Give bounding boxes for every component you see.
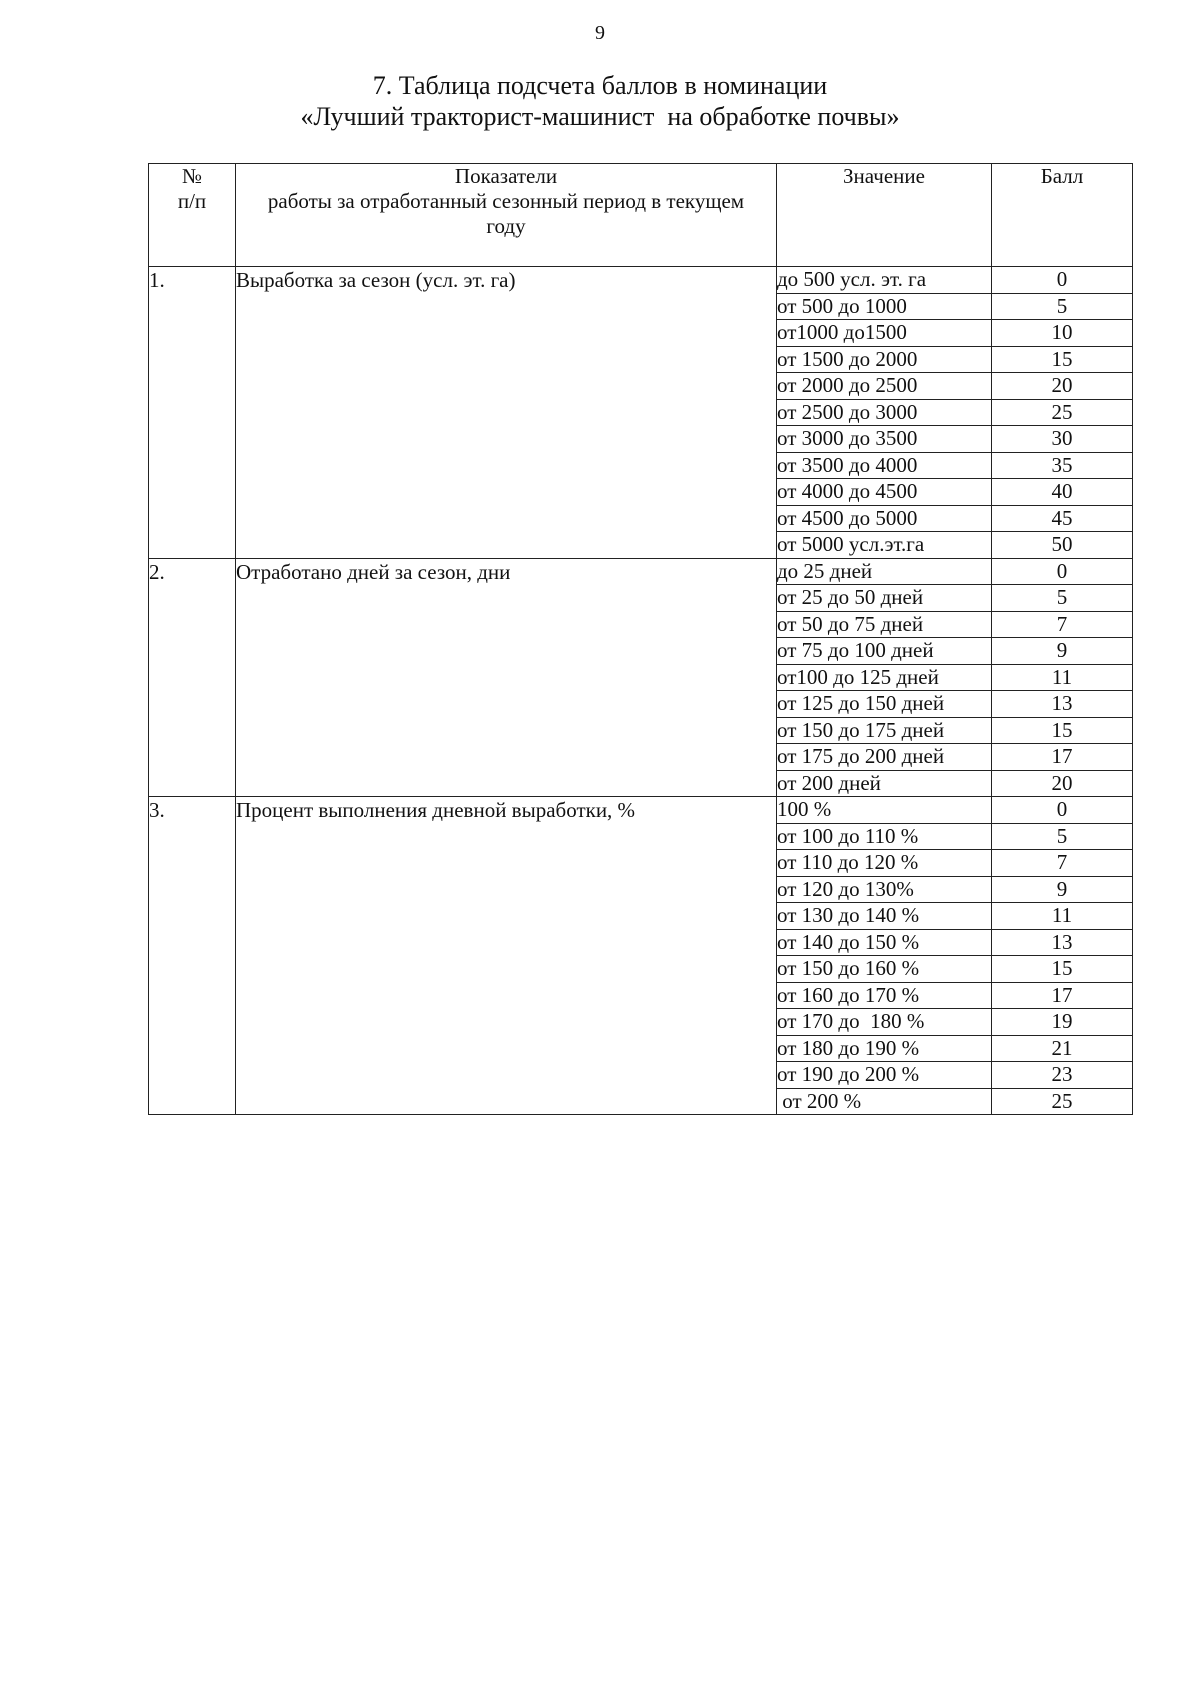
header-indicator bbox=[236, 164, 777, 267]
value-cell: от 2500 до 3000 bbox=[777, 399, 992, 426]
value-cell: от 110 до 120 % bbox=[777, 850, 992, 877]
points-cell: 15 bbox=[992, 956, 1133, 983]
row-number: 3. bbox=[149, 797, 236, 1115]
score-table bbox=[148, 163, 1133, 1115]
indicator-cell: Отработано дней за сезон, дни bbox=[236, 558, 777, 797]
table-header-row bbox=[149, 164, 1133, 267]
value-cell: от 100 до 110 % bbox=[777, 823, 992, 850]
value-cell: от 200 % bbox=[777, 1088, 992, 1115]
points-cell: 40 bbox=[992, 479, 1133, 506]
value-cell: от 150 до 160 % bbox=[777, 956, 992, 983]
table-row bbox=[149, 558, 1133, 585]
points-cell: 11 bbox=[992, 664, 1133, 691]
points-cell: 45 bbox=[992, 505, 1133, 532]
value-cell: от 4500 до 5000 bbox=[777, 505, 992, 532]
points-cell: 20 bbox=[992, 373, 1133, 400]
header-indicator-line-3: году bbox=[486, 214, 526, 238]
points-cell: 13 bbox=[992, 929, 1133, 956]
value-cell: от 120 до 130% bbox=[777, 876, 992, 903]
points-cell: 11 bbox=[992, 903, 1133, 930]
points-cell: 0 bbox=[992, 267, 1133, 294]
row-number: 2. bbox=[149, 558, 236, 797]
value-cell: от 4000 до 4500 bbox=[777, 479, 992, 506]
indicator-cell: Выработка за сезон (усл. эт. га) bbox=[236, 267, 777, 559]
points-cell: 9 bbox=[992, 638, 1133, 665]
points-cell: 50 bbox=[992, 532, 1133, 559]
value-cell: от 175 до 200 дней bbox=[777, 744, 992, 771]
points-cell: 7 bbox=[992, 850, 1133, 877]
value-cell: от 180 до 190 % bbox=[777, 1035, 992, 1062]
title-line-2: «Лучший тракторист-машинист на обработке почвы» bbox=[300, 102, 900, 131]
value-cell: от 50 до 75 дней bbox=[777, 611, 992, 638]
points-cell: 9 bbox=[992, 876, 1133, 903]
points-cell: 19 bbox=[992, 1009, 1133, 1036]
points-cell: 17 bbox=[992, 744, 1133, 771]
header-indicator-line-1: Показатели bbox=[454, 164, 558, 188]
value-cell: от 500 до 1000 bbox=[777, 293, 992, 320]
value-cell: от 160 до 170 % bbox=[777, 982, 992, 1009]
points-cell: 35 bbox=[992, 452, 1133, 479]
value-cell: от 170 до 180 % bbox=[777, 1009, 992, 1036]
table-row bbox=[149, 267, 1133, 294]
value-cell: от 1500 до 2000 bbox=[777, 346, 992, 373]
points-cell: 0 bbox=[992, 558, 1133, 585]
points-cell: 5 bbox=[992, 585, 1133, 612]
points-cell: 20 bbox=[992, 770, 1133, 797]
points-cell: 25 bbox=[992, 1088, 1133, 1115]
value-cell: от 5000 усл.эт.га bbox=[777, 532, 992, 559]
points-cell: 15 bbox=[992, 346, 1133, 373]
value-cell: от 125 до 150 дней bbox=[777, 691, 992, 718]
page-number: 9 bbox=[595, 22, 605, 44]
title-line-1: 7. Таблица подсчета баллов в номинации bbox=[372, 71, 828, 100]
header-indicator-line-2: работы за отработанный сезонный период в текущем bbox=[267, 189, 745, 213]
points-cell: 5 bbox=[992, 823, 1133, 850]
value-cell: от 75 до 100 дней bbox=[777, 638, 992, 665]
value-cell: от1000 до1500 bbox=[777, 320, 992, 347]
table-body bbox=[149, 267, 1133, 1115]
value-cell: от 130 до 140 % bbox=[777, 903, 992, 930]
points-cell: 17 bbox=[992, 982, 1133, 1009]
points-cell: 21 bbox=[992, 1035, 1133, 1062]
value-cell: до 25 дней bbox=[777, 558, 992, 585]
points-cell: 30 bbox=[992, 426, 1133, 453]
value-cell: до 500 усл. эт. га bbox=[777, 267, 992, 294]
points-cell: 13 bbox=[992, 691, 1133, 718]
value-cell: от 140 до 150 % bbox=[777, 929, 992, 956]
points-cell: 7 bbox=[992, 611, 1133, 638]
value-cell: от 3500 до 4000 bbox=[777, 452, 992, 479]
header-value: Значение bbox=[777, 164, 992, 267]
points-cell: 15 bbox=[992, 717, 1133, 744]
points-cell: 5 bbox=[992, 293, 1133, 320]
points-cell: 10 bbox=[992, 320, 1133, 347]
row-number: 1. bbox=[149, 267, 236, 559]
header-points: Балл bbox=[992, 164, 1133, 267]
value-cell: от 190 до 200 % bbox=[777, 1062, 992, 1089]
value-cell: от 25 до 50 дней bbox=[777, 585, 992, 612]
header-num bbox=[149, 164, 236, 267]
value-cell: от 150 до 175 дней bbox=[777, 717, 992, 744]
value-cell: от 200 дней bbox=[777, 770, 992, 797]
value-cell: от 3000 до 3500 bbox=[777, 426, 992, 453]
points-cell: 25 bbox=[992, 399, 1133, 426]
points-cell: 23 bbox=[992, 1062, 1133, 1089]
header-num-line-2: п/п bbox=[177, 189, 207, 213]
value-cell: от100 до 125 дней bbox=[777, 664, 992, 691]
header-num-line-1: № bbox=[181, 164, 203, 188]
table-row bbox=[149, 797, 1133, 824]
page-title bbox=[0, 70, 1200, 132]
value-cell: 100 % bbox=[777, 797, 992, 824]
points-cell: 0 bbox=[992, 797, 1133, 824]
indicator-cell: Процент выполнения дневной выработки, % bbox=[236, 797, 777, 1115]
value-cell: от 2000 до 2500 bbox=[777, 373, 992, 400]
